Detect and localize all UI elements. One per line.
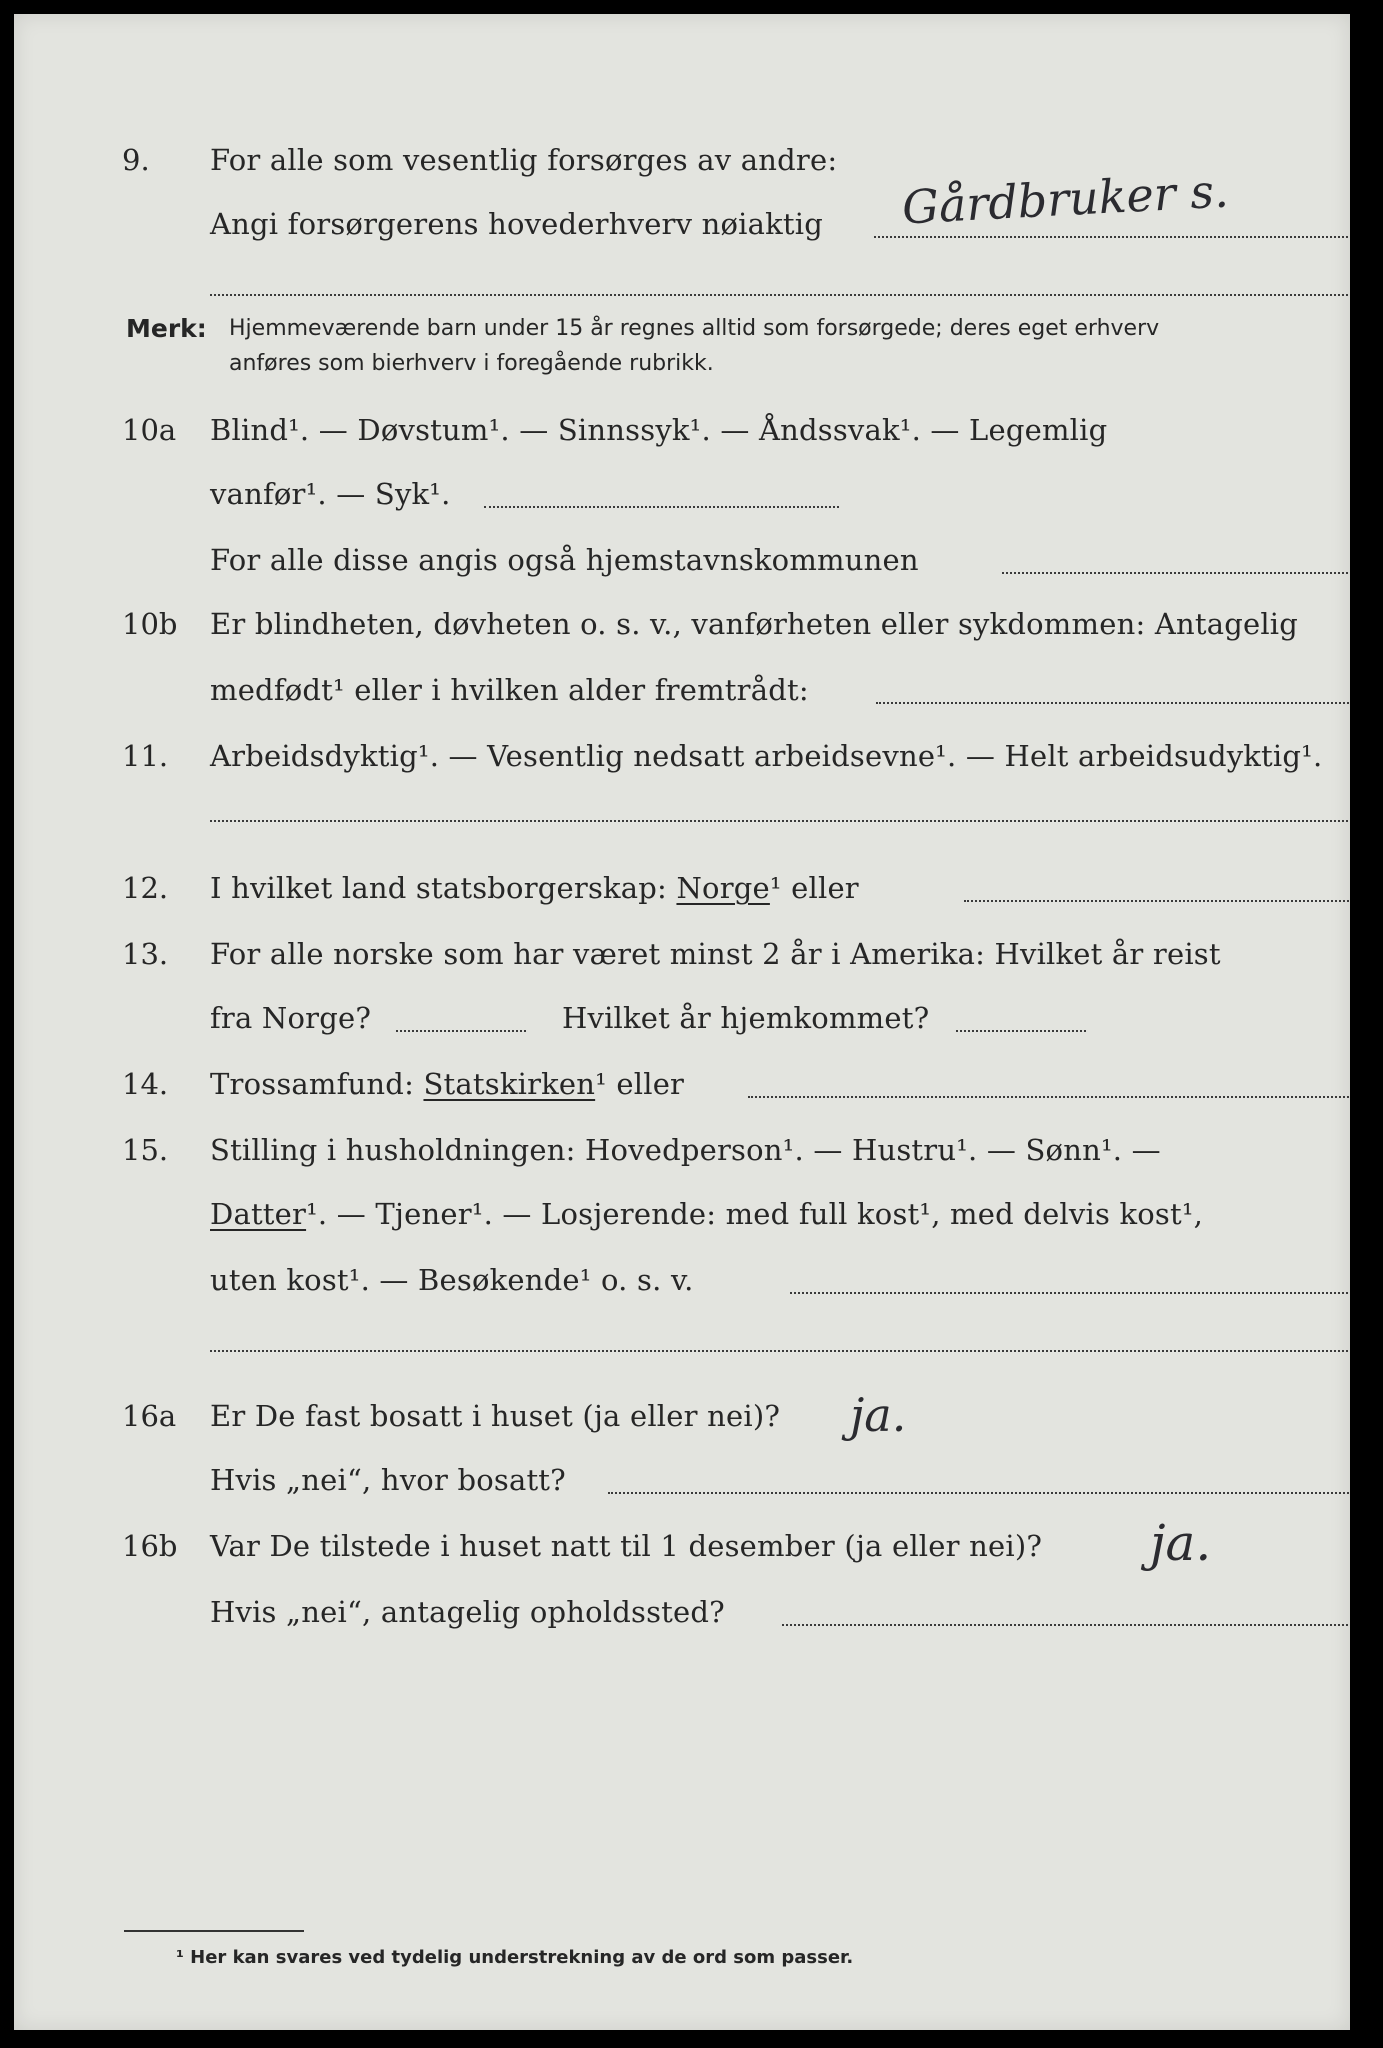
q16b-opholdssted-line — [782, 1624, 1350, 1626]
q16a-handwritten-answer: ja. — [850, 1388, 907, 1442]
q11-number: 11. — [122, 739, 169, 773]
q9-number: 9. — [122, 143, 150, 177]
q15-extra-line — [210, 1350, 1350, 1352]
q13-line2a: fra Norge? — [210, 1001, 372, 1035]
q16a-line1: Er De fast bosatt i huset (ja eller nei)? — [210, 1399, 781, 1433]
q10a-kommune-line — [1002, 572, 1350, 574]
q9-line1: For alle som vesentlig forsørges av andre: — [210, 143, 838, 177]
q10a-line3: For alle disse angis også hjemstavnskommunen — [210, 543, 919, 577]
q15-line2 — [210, 1196, 1203, 1232]
q9-line2: Angi forsørgerens hovederhverv nøiaktig — [210, 207, 823, 241]
q15-answer-line — [790, 1292, 1350, 1294]
q12-prefix: I hvilket land statsborgerskap: — [210, 871, 677, 905]
footnote: ¹ Her kan svares ved tydelig understrekning av de ord som passer. — [176, 1947, 854, 1968]
q14-underlined-statskirken: Statskirken — [423, 1067, 596, 1101]
q14-prefix: Trossamfund: — [210, 1067, 424, 1101]
merk-label: Merk: — [126, 314, 207, 343]
q10a-line2: vanfør¹. — Syk¹. — [210, 477, 451, 511]
q15-line2-rest: ¹. — Tjener¹. — Losjerende: med full kost¹, med delvis kost¹, — [306, 1197, 1204, 1231]
q16a-line2: Hvis „nei“, hvor bosatt? — [210, 1463, 566, 1497]
q16a-bosatt-line — [608, 1492, 1350, 1494]
q10b-answer-line — [876, 702, 1350, 704]
q10b-number: 10b — [122, 607, 178, 641]
q12-line — [210, 870, 859, 906]
q16b-handwritten-answer: ja. — [1150, 1514, 1212, 1572]
q16a-number: 16a — [122, 1399, 177, 1433]
q12-number: 12. — [122, 871, 169, 905]
q15-line1: Stilling i husholdningen: Hovedperson¹. — Hustru¹. — Sønn¹. — — [210, 1133, 1161, 1167]
q14-suffix: ¹ eller — [595, 1067, 685, 1101]
q9-extra-line — [210, 294, 1350, 296]
q13-line1: For alle norske som har været minst 2 år i Amerika: Hvilket år reist — [210, 937, 1221, 971]
q10a-number: 10a — [122, 413, 177, 447]
q13-number: 13. — [122, 937, 169, 971]
q13-line2b: Hvilket år hjemkommet? — [562, 1001, 930, 1035]
merk-line1: Hjemmeværende barn under 15 år regnes alltid som forsørgede; deres eget erhverv — [229, 316, 1160, 341]
footnote-rule — [124, 1930, 304, 1932]
q15-line3: uten kost¹. — Besøkende¹ o. s. v. — [210, 1263, 694, 1297]
q11-extra-line — [210, 820, 1350, 822]
q16b-number: 16b — [122, 1529, 178, 1563]
q16b-line1: Var De tilstede i huset natt til 1 desember (ja eller nei)? — [210, 1529, 1043, 1563]
census-form-page — [14, 14, 1350, 2030]
q15-underlined-datter: Datter — [210, 1197, 307, 1231]
q13-reist-line — [396, 1030, 526, 1032]
q13-hjemkommet-line — [956, 1030, 1086, 1032]
q12-underlined-norge: Norge — [676, 871, 770, 905]
q12-answer-line — [964, 900, 1350, 902]
q16b-line2: Hvis „nei“, antagelig opholdssted? — [210, 1595, 725, 1629]
q14-number: 14. — [122, 1067, 169, 1101]
q10a-syk-line — [484, 506, 839, 508]
q14-line — [210, 1066, 684, 1102]
q10b-line2: medfødt¹ eller i hvilken alder fremtrådt: — [210, 673, 809, 707]
q12-suffix: ¹ eller — [769, 871, 859, 905]
q14-answer-line — [748, 1096, 1350, 1098]
q10a-line1: Blind¹. — Døvstum¹. — Sinnssyk¹. — Åndssvak¹. — Legemlig — [210, 413, 1108, 447]
q9-answer-line — [874, 236, 1350, 238]
merk-line2: anføres som bierhverv i foregående rubrikk. — [229, 351, 714, 376]
q9-handwritten-answer: Gårdbruker s. — [900, 163, 1230, 235]
q11-line1: Arbeidsdyktig¹. — Vesentlig nedsatt arbeidsevne¹. — Helt arbeidsudyktig¹. — [210, 739, 1323, 773]
q15-number: 15. — [122, 1133, 169, 1167]
q10b-line1: Er blindheten, døvheten o. s. v., vanførheten eller sykdommen: Antagelig — [210, 607, 1299, 641]
